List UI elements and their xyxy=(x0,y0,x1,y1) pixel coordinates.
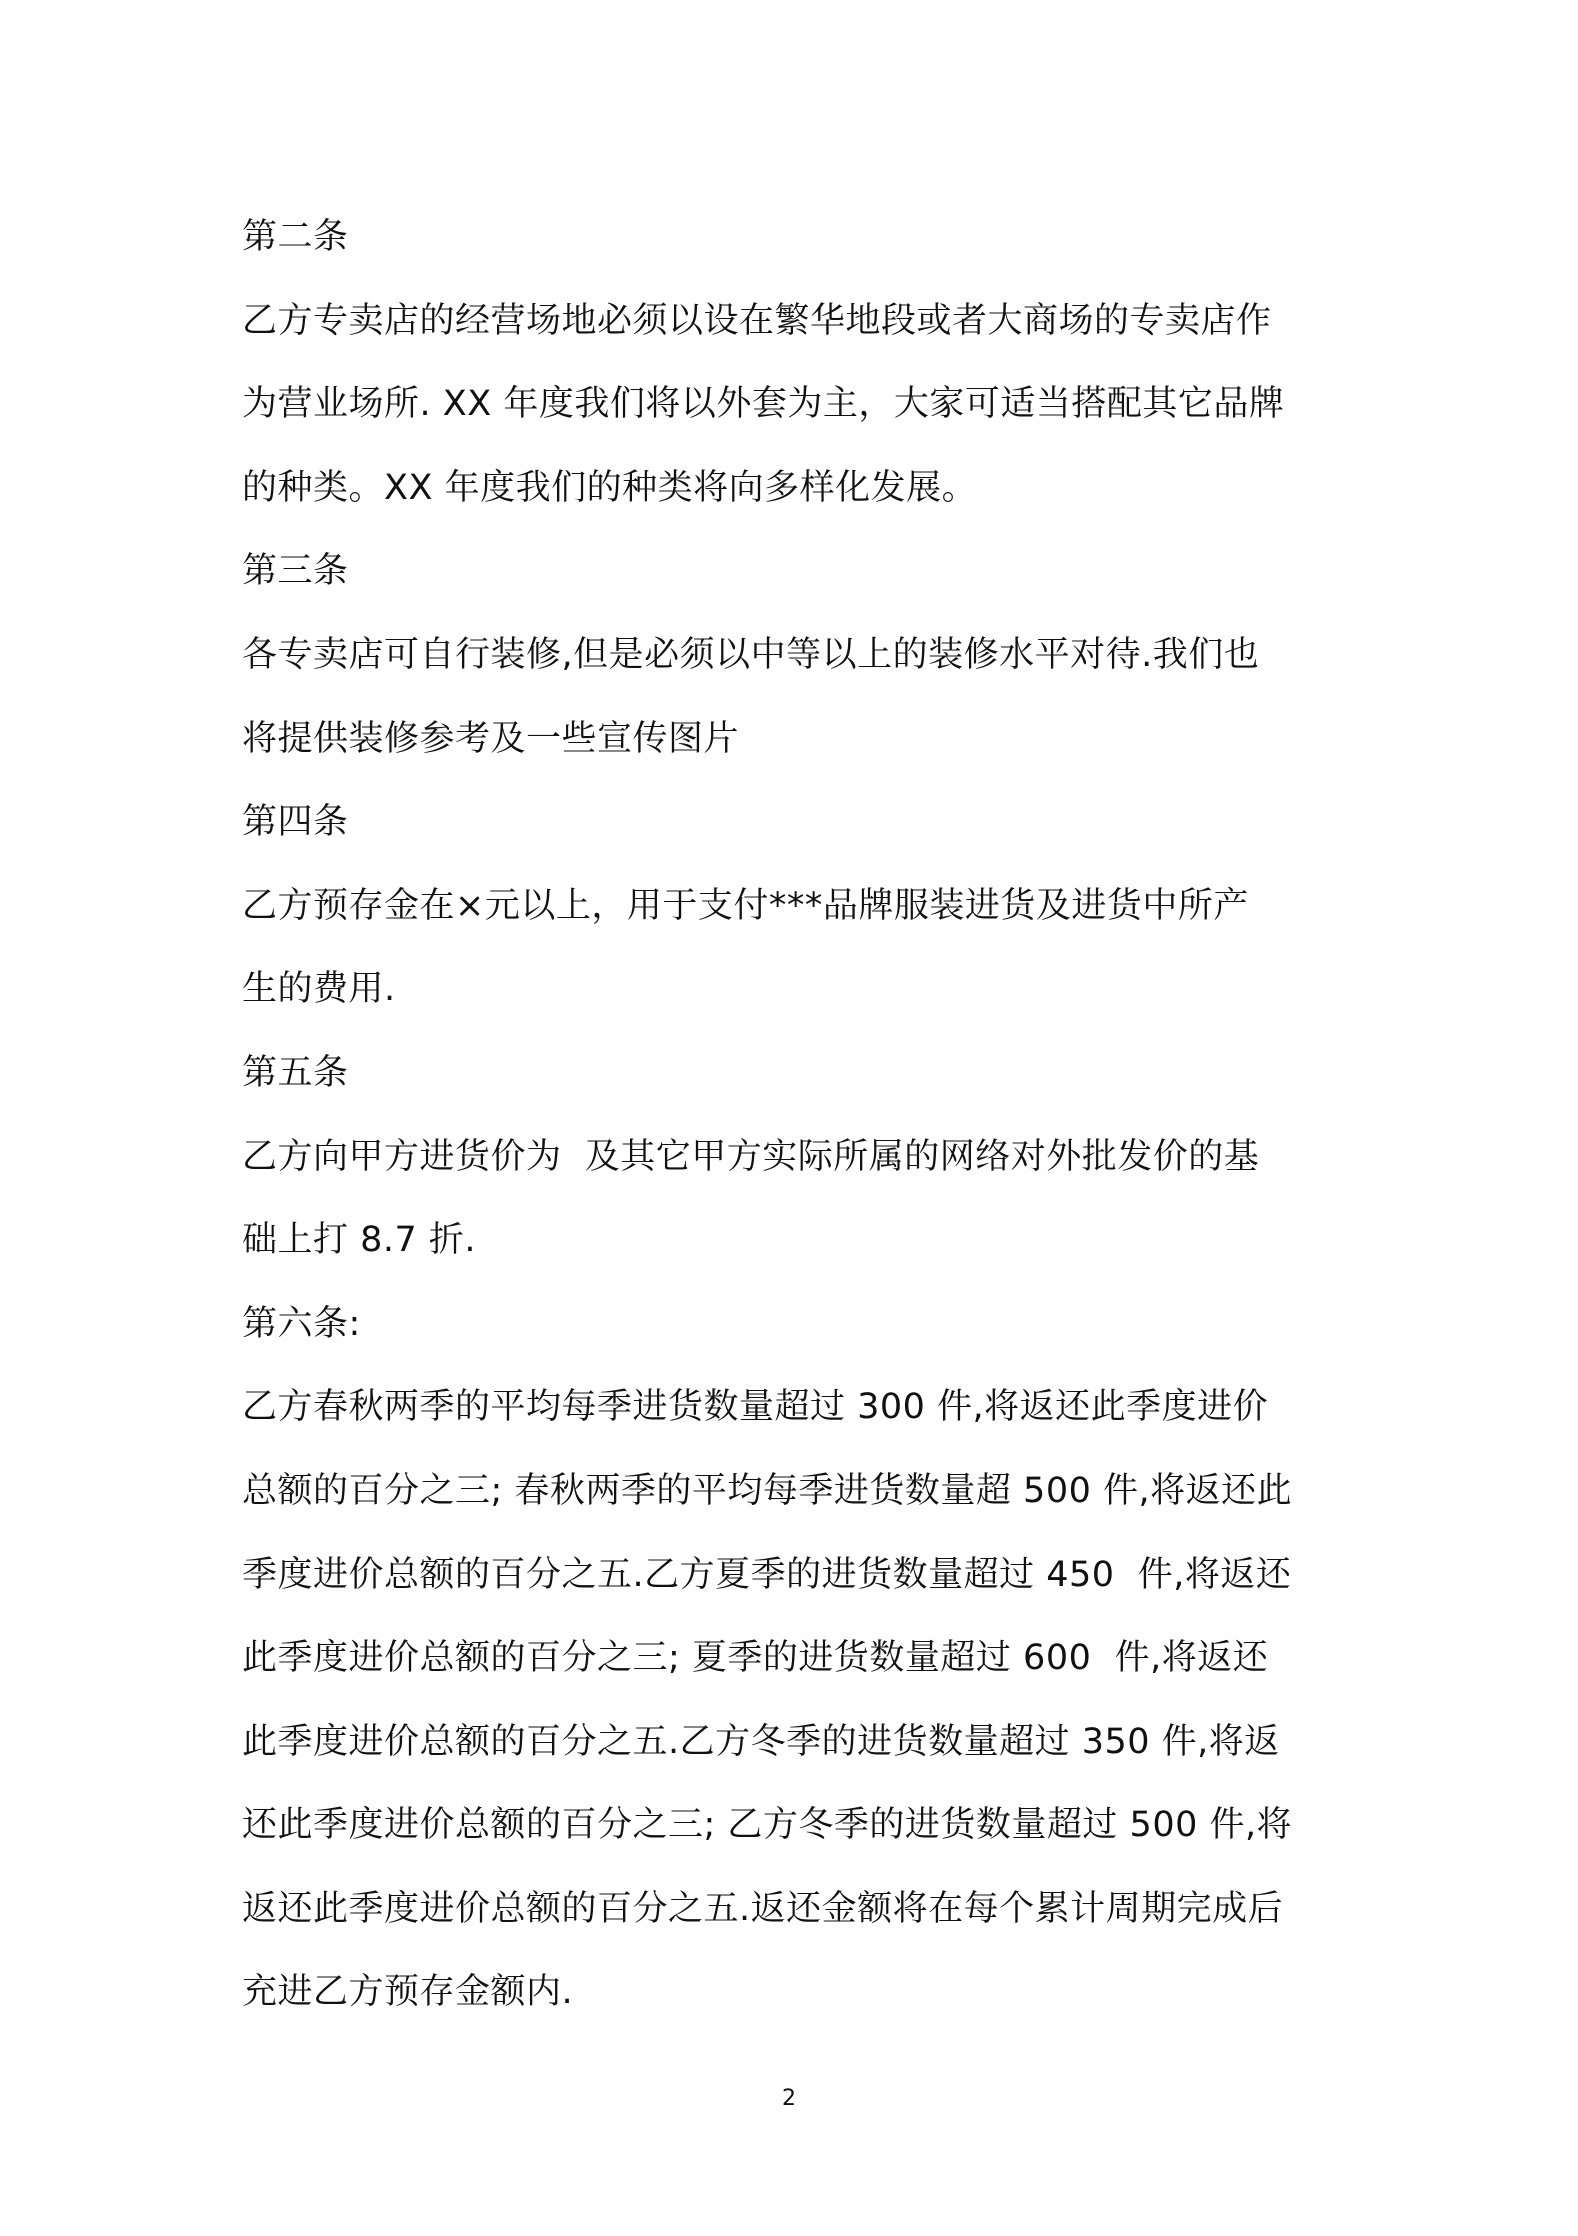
paragraph-line: 为营业场所. XX 年度我们将以外套为主，大家可适当搭配其它品牌 xyxy=(242,384,1285,425)
paragraph-line: 返还此季度进价总额的百分之五.返还金额将在每个累计周期完成后 xyxy=(242,1888,1284,1929)
paragraph-line: 础上打 8.7 折. xyxy=(242,1220,477,1261)
paragraph-line: 乙方向甲方进货价为 及其它甲方实际所属的网络对外批发价的基 xyxy=(242,1136,1260,1177)
paragraph-line: 将提供装修参考及一些宣传图片 xyxy=(242,718,740,759)
paragraph-line: 乙方预存金在×元以上，用于支付***品牌服装进货及进货中所产 xyxy=(242,885,1249,926)
paragraph-line: 的种类。XX 年度我们的种类将向多样化发展。 xyxy=(242,467,978,508)
document-body xyxy=(242,196,1352,2035)
paragraph-line: 总额的百分之三; 春秋两季的平均每季进货数量超 500 件,将返还此 xyxy=(242,1470,1293,1511)
article-heading: 第二条 xyxy=(242,217,349,257)
article-heading: 第五条 xyxy=(242,1052,349,1093)
page-number: 2 xyxy=(782,2086,796,2111)
paragraph-line: 还此季度进价总额的百分之三; 乙方冬季的进货数量超过 500 件,将 xyxy=(242,1805,1293,1846)
paragraph-line: 充进乙方预存金额内. xyxy=(242,1972,574,2013)
article-heading: 第三条 xyxy=(242,551,349,592)
paragraph-line: 生的费用. xyxy=(242,969,396,1010)
paragraph-line: 季度进价总额的百分之五.乙方夏季的进货数量超过 450 件,将返还 xyxy=(242,1554,1292,1595)
paragraph-line: 此季度进价总额的百分之五.乙方冬季的进货数量超过 350 件,将返 xyxy=(242,1721,1280,1762)
article-heading: 第六条: xyxy=(242,1303,361,1344)
paragraph-line: 各专卖店可自行装修,但是必须以中等以上的装修水平对待.我们也 xyxy=(242,634,1260,675)
paragraph-line: 此季度进价总额的百分之三; 夏季的进货数量超过 600 件,将返还 xyxy=(242,1638,1269,1679)
article-heading: 第四条 xyxy=(242,802,349,843)
paragraph-line: 乙方春秋两季的平均每季进货数量超过 300 件,将返还此季度进价 xyxy=(242,1387,1269,1428)
paragraph-line: 乙方专卖店的经营场地必须以设在繁华地段或者大商场的专卖店作 xyxy=(242,300,1272,341)
